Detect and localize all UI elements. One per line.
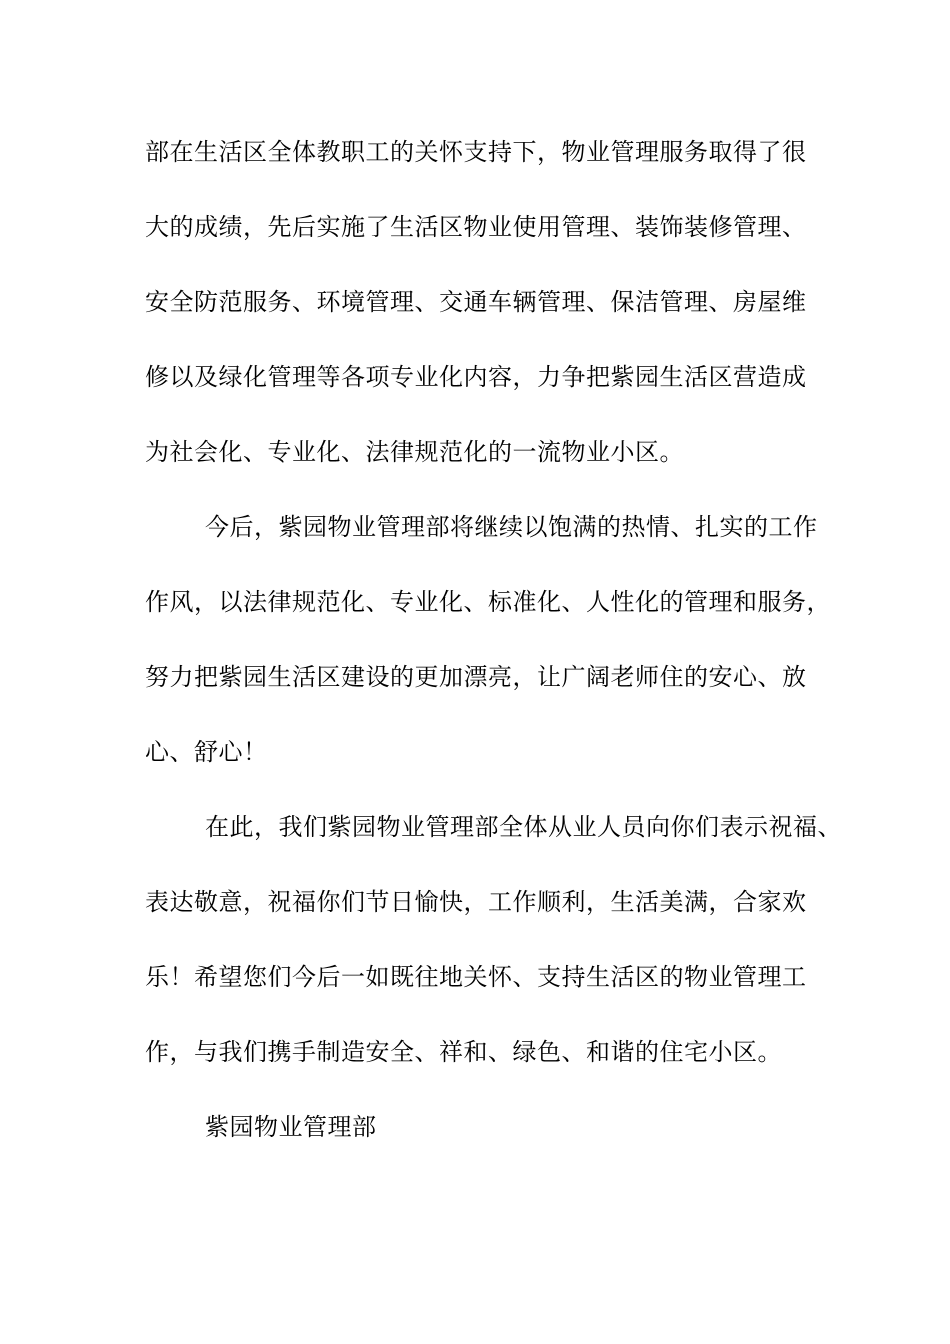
paragraph-3-line-1: 在此，我们紫园物业管理部全体从业人员向你们表示祝福、 <box>205 813 842 841</box>
paragraph-2-line-1: 今后，紫园物业管理部将继续以饱满的热情、扎实的工作 <box>205 513 818 541</box>
paragraph-1-line-4: 修以及绿化管理等各项专业化内容，力争把紫园生活区营造成 <box>145 363 807 391</box>
paragraph-3-line-4: 作，与我们携手制造安全、祥和、绿色、和谐的住宅小区。 <box>145 1038 782 1066</box>
paragraph-1-line-5: 为社会化、专业化、法律规范化的一流物业小区。 <box>145 438 684 466</box>
paragraph-1-line-1: 部在生活区全体教职工的关怀支持下，物业管理服务取得了很 <box>145 138 807 166</box>
signature: 紫园物业管理部 <box>205 1113 377 1141</box>
paragraph-2-line-3: 努力把紫园生活区建设的更加漂亮，让广阔老师住的安心、放 <box>145 663 807 691</box>
paragraph-1-line-3: 安全防范服务、环境管理、交通车辆管理、保洁管理、房屋维 <box>145 288 807 316</box>
paragraph-3-line-2: 表达敬意，祝福你们节日愉快，工作顺利，生活美满，合家欢 <box>145 888 807 916</box>
paragraph-2-line-2: 作风，以法律规范化、专业化、标准化、人性化的管理和服务， <box>145 588 831 616</box>
paragraph-3-line-3: 乐！希望您们今后一如既往地关怀、支持生活区的物业管理工 <box>145 963 807 991</box>
paragraph-1-line-2: 大的成绩，先后实施了生活区物业使用管理、装饰装修管理、 <box>145 213 807 241</box>
paragraph-2-line-4: 心、舒心！ <box>145 738 268 766</box>
